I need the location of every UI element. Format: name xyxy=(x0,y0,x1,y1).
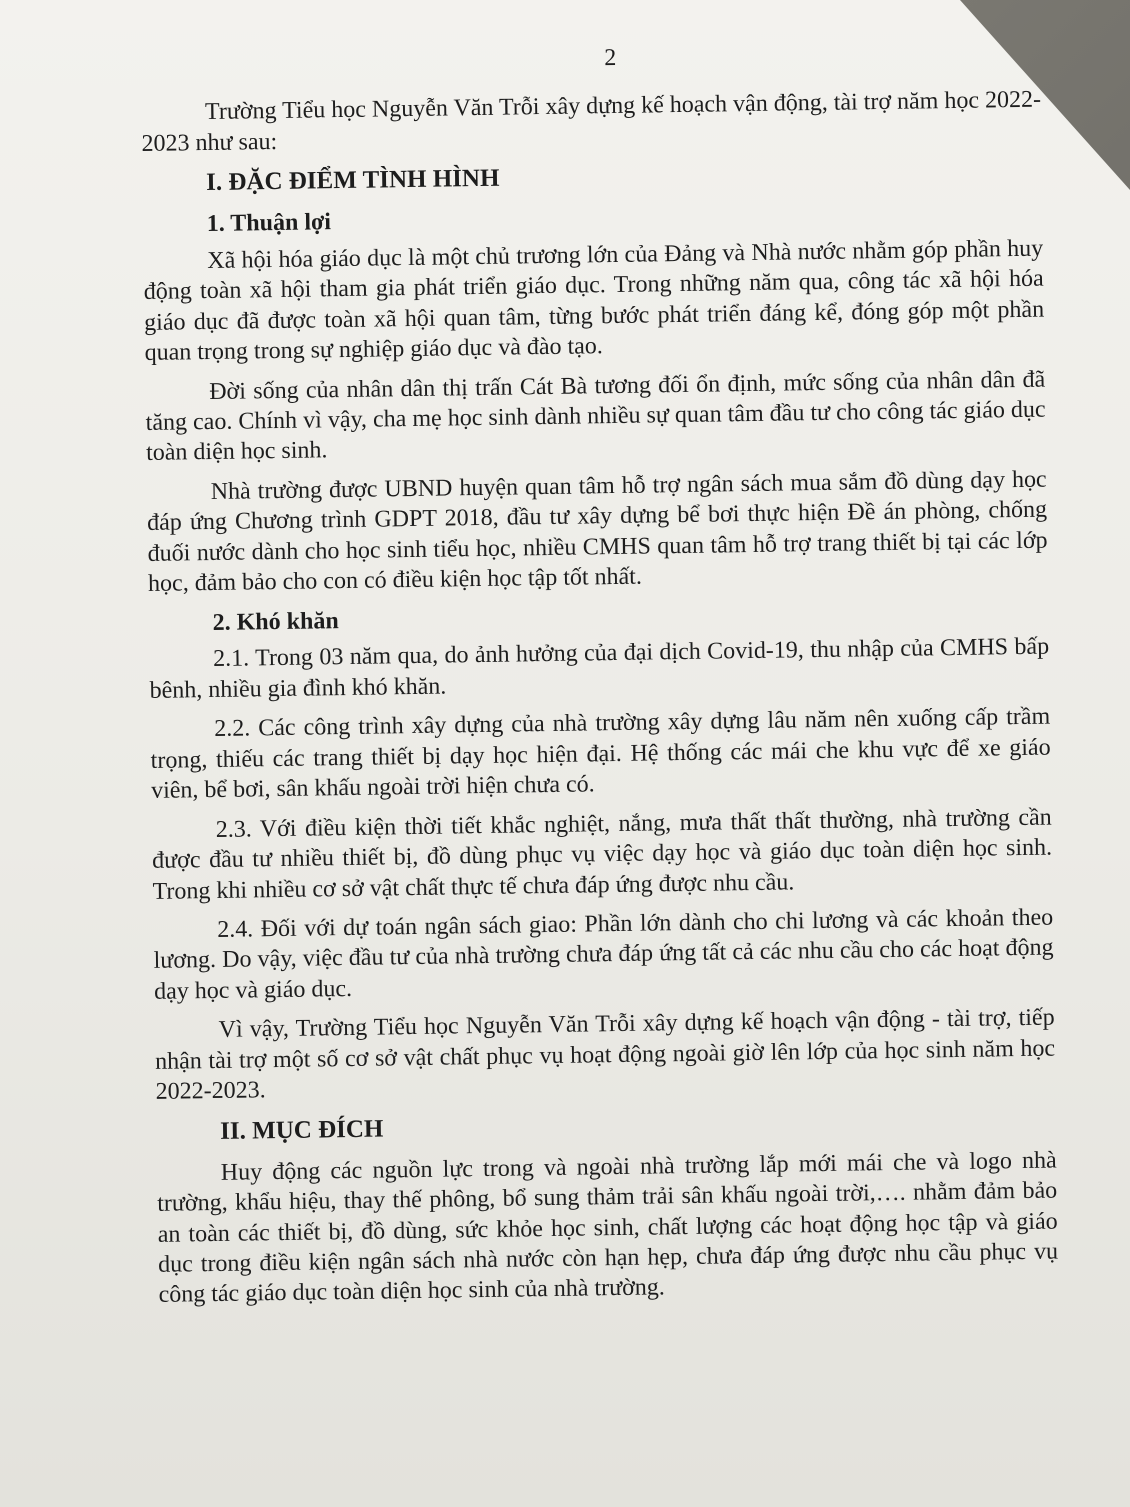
paragraph-difficulty-2-2: 2.2. Các công trình xây dựng của nhà trường xây dựng lâu năm nên xuống cấp trầm trọng, thiếu các trang thiết bị dạy học hiện đại. Hệ thống các mái che khu vực để xe giáo viên, bể bơi, sân khấu ngoài trời hiện chưa có. xyxy=(150,703,1051,805)
paragraph-purpose: Huy động các nguồn lực trong và ngoài nhà trường lắp mới mái che và logo nhà trường, khẩu hiệu, thay thế phông, bổ sung thảm trải sân khấu ngoài trời,…. nhằm đảm bảo an toàn các thiết bị, đồ dùng, sức khỏe học sinh, chất lượng các hoạt động học tập và giáo dục trong điều kiện ngân sách nhà nước còn hạn hẹp, chưa đáp ứng được nhu cầu phục vụ công tác giáo dục toàn diện học sinh của nhà trường. xyxy=(157,1147,1059,1309)
document-body xyxy=(140,27,1059,1320)
subheading-advantages: 1. Thuận lợi xyxy=(206,209,332,238)
subheading-difficulties: 2. Khó khăn xyxy=(212,607,339,636)
section-heading-situation: I. ĐẶC ĐIỂM TÌNH HÌNH xyxy=(205,165,500,197)
section-heading-purpose: II. MỤC ĐÍCH xyxy=(219,1115,384,1145)
intro-paragraph: Trường Tiểu học Nguyễn Văn Trỗi xây dựng kế hoạch vận động, tài trợ năm học 2022-2023 như sau: xyxy=(141,87,1042,157)
paragraph-advantages-2: Đời sống của nhân dân thị trấn Cát Bà tương đối ổn định, mức sống của nhân dân đã tăng cao. Chính vì vậy, cha mẹ học sinh dành nhiều sự quan tâm đầu tư cho công tác giáo dục toàn diện học sinh. xyxy=(145,366,1046,467)
paragraph-advantages-3: Nhà trường được UBND huyện quan tâm hỗ trợ ngân sách mua sắm đồ dùng dạy học đáp ứng Chương trình GDPT 2018, đầu tư xây dựng bể bơi thực hiện Đề án phòng, chống đuối nước dành cho học sinh tiểu học, nhiều CMHS quan tâm hỗ trợ trang thiết bị tại các lớp học, đảm bảo cho con có điều kiện học tập tốt nhất. xyxy=(146,466,1048,598)
paragraph-advantages-1: Xã hội hóa giáo dục là một chủ trương lớn của Đảng và Nhà nước nhằm góp phần huy động toàn xã hội tham gia phát triển giáo dục. Trong những năm qua, công tác xã hội hóa giáo dục đã được toàn xã hội quan tâm, từng bước phát triển đáng kể, đóng góp một phần quan trọng trong sự nghiệp giáo dục và đào tạo. xyxy=(143,235,1045,366)
paragraph-difficulty-2-3: 2.3. Với điều kiện thời tiết khắc nghiệt, nắng, mưa thất thất thường, nhà trường cần được đầu tư nhiều thiết bị, đồ dùng phục vụ việc dạy học và giáo dục toàn diện học sinh. Trong khi nhiều cơ sở vật chất thực tế chưa đáp ứng được nhu cầu. xyxy=(151,804,1053,905)
page-number: 2 xyxy=(604,44,617,72)
paragraph-conclusion: Vì vậy, Trường Tiểu học Nguyễn Văn Trỗi xây dựng kế hoạch vận động - tài trợ, tiếp nhận tài trợ một số cơ sở vật chất phục vụ hoạt động ngoài giờ lên lớp của học sinh năm học 2022-2023. xyxy=(154,1004,1056,1106)
paragraph-difficulty-2-1: 2.1. Trong 03 năm qua, do ảnh hưởng của đại dịch Covid-19, thu nhập của CMHS bấp bênh, nhiều gia đình khó khăn. xyxy=(149,633,1050,704)
paragraph-difficulty-2-4: 2.4. Đối với dự toán ngân sách giao: Phần lớn dành cho chi lương và các khoản theo lương. Do vậy, việc đầu tư của nhà trường chưa đáp ứng tất cả các nhu cầu cho các hoạt động dạy học và giáo dục. xyxy=(153,904,1054,1005)
